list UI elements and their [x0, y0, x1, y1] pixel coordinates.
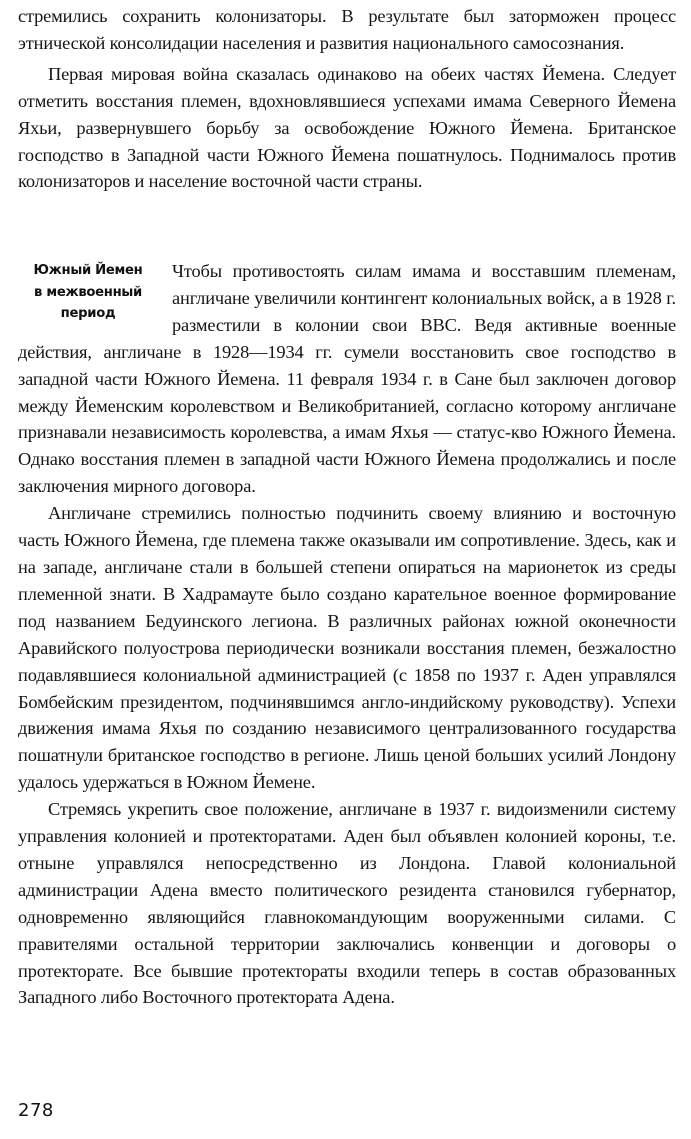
- margin-heading-line: период: [60, 306, 116, 321]
- paragraph-section-1: Чтобы противостоять силам имама и восставшим племенам, англичане увеличили контингент колониальных войск, а в 1928 г. разместили в колонии свои ВВС. Ведя активные военные действия, англичане в 1928—1934 гг. сумели восстановить свое господство в западной части Южного Йемена. 11 февраля 1934 г. в Сане был заключен договор между Йеменским королевством и Великобританией, согласно которому англичане признавали независимость королевства, а имам Яхья — статус-кво Южного Йемена. Однако восстания племен в западной части Южного Йемена продолжались и после заключения мирного договора.: [18, 261, 676, 497]
- paragraph-wwi: Первая мировая война сказалась одинаково на обеих частях Йемена. Следует отметить восстания племен, вдохновлявшиеся успехами имама Северного Йемена Яхьи, развернувшего борьбу за освобождение Южного Йемена. Британское господство в Западной части Южного Йемена пошатнулось. Поднималось против колонизаторов и население восточной части страны.: [18, 63, 676, 192]
- margin-heading: [18, 260, 158, 325]
- section-interwar: [18, 258, 676, 1011]
- paragraph-continuation: стремились сохранить колонизаторы. В результате был заторможен процесс этнической консолидации населения и развития национального самосознания.: [18, 6, 676, 53]
- paragraph-section-2: Англичане стремились полностью подчинить своему влиянию и восточную часть Южного Йемена, где племена также оказывали им сопротивление. Здесь, как и на западе, англичане стали в большей степени опираться на марионеток из среды племенной знати. В Хадрамауте было создано карательное военное формирование под названием Бедуинского легиона. В различных районах южной оконечности Аравийского полуострова периодически возникали восстания племен, безжалостно подавлявшиеся колониальной администрацией (с 1858 по 1937 г. Аден управлялся Бомбейским президентом, подчинявшимся англо-индийскому руководству). Успехи движения имама Яхья по созданию независимого централизованного государства пошатнули британское господство в регионе. Лишь ценой больших усилий Лондону удалось удержаться в Южном Йемене.: [18, 503, 676, 793]
- margin-heading-line: Южный Йемен: [33, 263, 143, 278]
- page-number: 278: [18, 1100, 54, 1121]
- margin-heading-line: в межвоенный: [34, 284, 142, 300]
- intro-text: [18, 3, 676, 195]
- paragraph-section-3: Стремясь укрепить свое положение, англичане в 1937 г. видоизменили систему управления колонией и протекторатами. Аден был объявлен колонией короны, т.е. отныне управлялся непосредственно из Лондона. Главой колониальной администрации Адена вместо политического резидента становился губернатор, одновременно являющийся главнокомандующим вооруженными силами. С правителями остальной территории заключались конвенции и договоры о протекторате. Все бывшие протектораты входили теперь в состав образованных Западного либо Восточного протектората Адена.: [18, 799, 676, 1008]
